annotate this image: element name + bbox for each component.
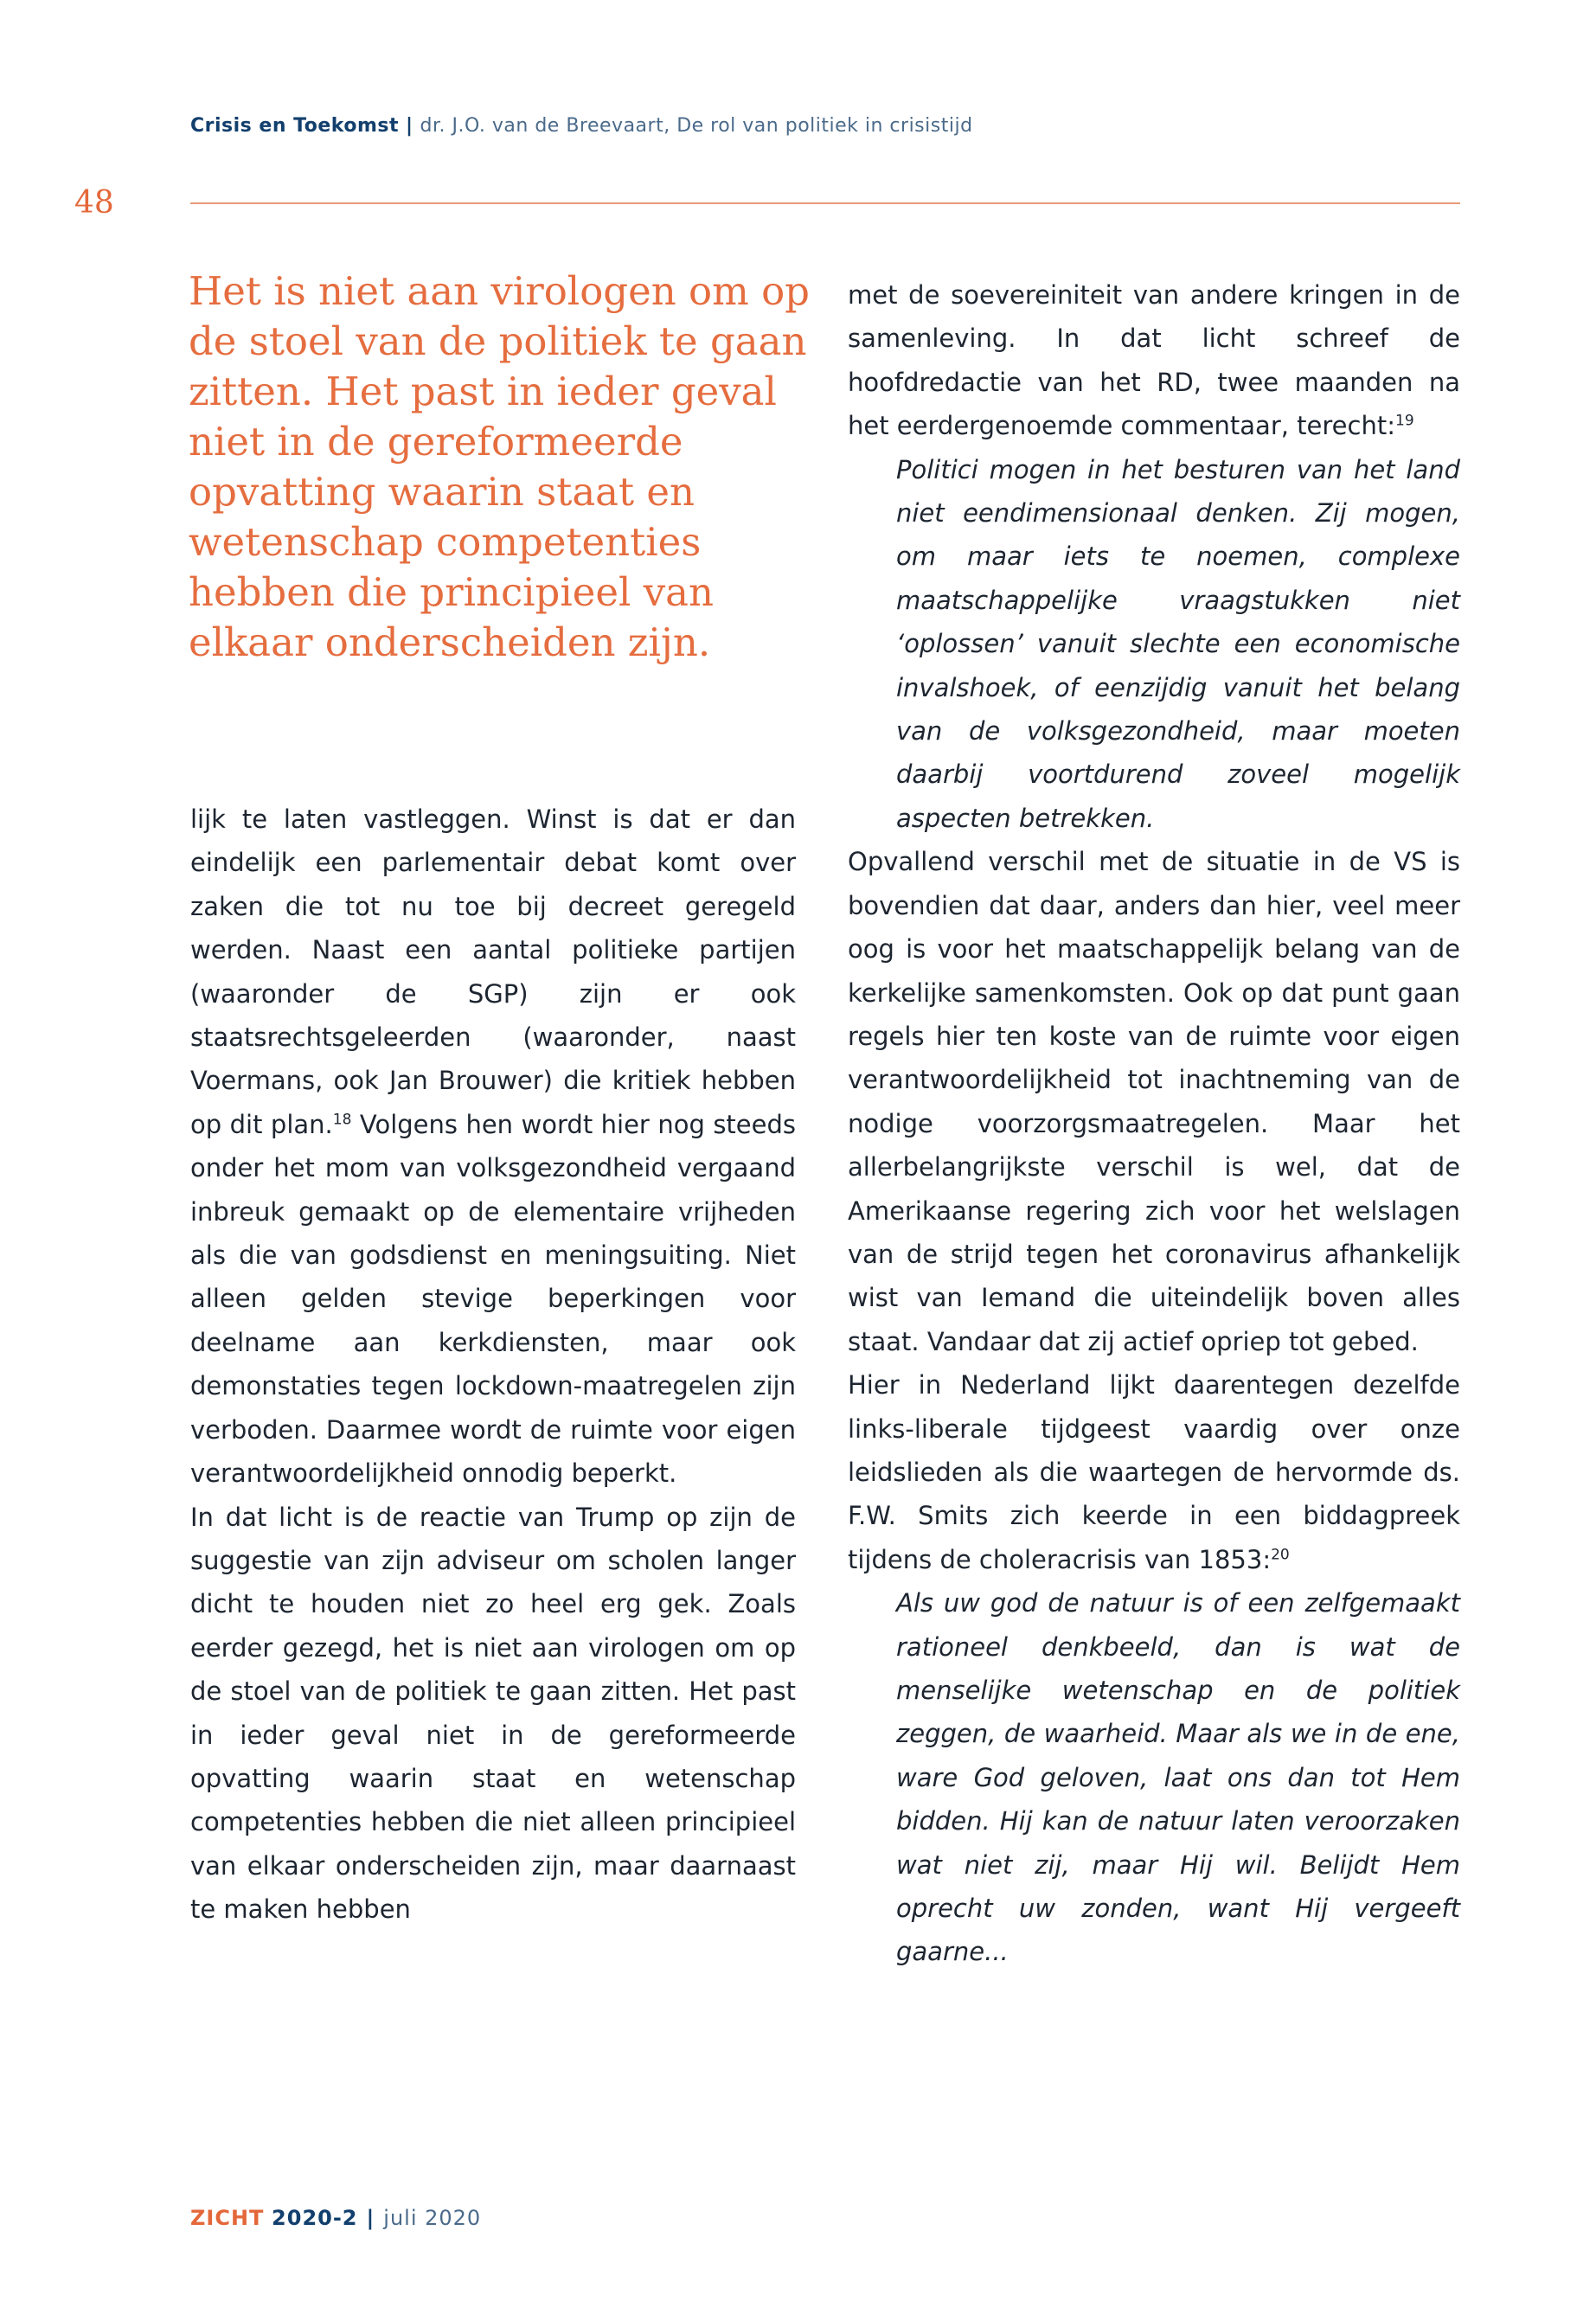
header-rule — [190, 202, 1460, 204]
body-text: met de soevereiniteit van andere kringen in de samenleving. In dat licht schreef de hoofdredactie van het RD, twee maanden na het eerdergenoemde commentaar, terecht: — [848, 280, 1460, 441]
body-paragraph: In dat licht is de reactie van Trump op zijn de suggestie van zijn adviseur om scholen langer dicht te houden niet zo heel erg gek. Zoals eerder gezegd, het is niet aan virologen om op de stoel van de politiek te gaan zitten. Het past in ieder geval niet in de gereformeerde opvatting waarin staat en wetenschap competenties hebben die niet alleen principieel van elkaar onderscheiden zijn, maar daarnaast te maken hebben — [190, 1502, 796, 1925]
issue-date: juli 2020 — [383, 2206, 482, 2230]
header-separator: | — [405, 115, 413, 137]
body-paragraph — [848, 273, 1460, 448]
block-quote: Als uw god de natuur is of een zelfgemaakt rationeel denkbeeld, dan is wat de menselijke wetenschap en de politiek zeggen, de waarheid. Maar als we in de ene, ware God geloven, laat ons dan tot Hem bidden. Hij kan de natuur laten veroorzaken wat niet zij, maar Hij wil. Belijdt Hem oprecht uw zonden, want Hij vergeeft gaarne... — [896, 1588, 1460, 1967]
running-footer — [190, 2206, 481, 2230]
right-column — [848, 273, 1460, 1974]
body-paragraph — [848, 1363, 1460, 1581]
footnote-ref: 19 — [1395, 412, 1414, 430]
footnote-ref: 20 — [1271, 1546, 1290, 1564]
body-text: lijk te laten vastleggen. Winst is dat er dan eindelijk een parlementair debat komt over zaken die tot nu toe bij decreet geregeld werden. Naast een aantal politieke partijen (waaronder de SGP) zijn er ook staatsrechtsgeleerden (waaronder, naast Voermans, ook Jan Brouwer) die kritiek hebben op dit plan. — [190, 804, 796, 1139]
body-paragraph — [190, 798, 796, 1496]
issue-number: 2020-2 — [272, 2206, 358, 2230]
page-number: 48 — [74, 185, 114, 221]
pull-quote: Het is niet aan virologen om op de stoel van de politiek te gaan zitten. Het past in ieder geval niet in de gereformeerde opvatting waarin staat en wetenschap competenties hebben die principieel van elkaar onderscheiden zijn. — [189, 268, 810, 665]
left-column — [190, 798, 796, 1932]
article-subtitle: dr. J.O. van de Breevaart, De rol van politiek in crisistijd — [420, 115, 973, 137]
footnote-ref: 18 — [332, 1111, 352, 1129]
body-text: Volgens hen wordt hier nog steeds onder het mom van volksgezondheid vergaand inbreuk gemaakt op de elementaire vrijheden als die van godsdienst en meningsuiting. Niet alleen gelden stevige beperkingen voor deelname aan kerkdiensten, maar ook demonstaties tegen lockdown-maatregelen zijn verboden. Daarmee wordt de ruimte voor eigen verantwoordelijkheid onnodig beperkt. — [190, 1109, 796, 1489]
body-paragraph: Opvallend verschil met de situatie in de VS is bovendien dat daar, anders dan hier, veel meer oog is voor het maatschappelijk belang van de kerkelijke samenkomsten. Ook op dat punt gaan regels hier ten koste van de ruimte voor eigen verantwoordelijkheid tot inachtneming van de nodige voorzorgsmaatregelen. Maar het allerbelangrijkste verschil is wel, dat de Amerikaanse regering zich voor het welslagen van de strijd tegen het coronavirus afhankelijk wist van Iemand die uiteindelijk boven alles staat. Vandaar dat zij actief opriep tot gebed. — [848, 847, 1460, 1356]
running-header — [190, 115, 973, 137]
block-quote: Politici mogen in het besturen van het land niet eendimensionaal denken. Zij mogen, om maar iets te noemen, complexe maatschappelijke vraagstukken niet ‘oplossen’ vanuit slechte een economische invalshoek, of eenzijdig vanuit het belang van de volksgezondheid, maar moeten daarbij voortdurend zoveel mogelijk aspecten betrekken. — [896, 454, 1460, 833]
publication-title: Crisis en Toekomst — [190, 115, 399, 137]
magazine-name: ZICHT — [190, 2206, 265, 2230]
footer-separator: | — [366, 2206, 375, 2230]
body-text: Hier in Nederland lijkt daarentegen dezelfde links-liberale tijdgeest vaardig over onze leidslieden als die waartegen de hervormde ds. F.W. Smits zich keerde in een biddagpreek tijdens de choleracrisis van 1853: — [848, 1370, 1460, 1574]
